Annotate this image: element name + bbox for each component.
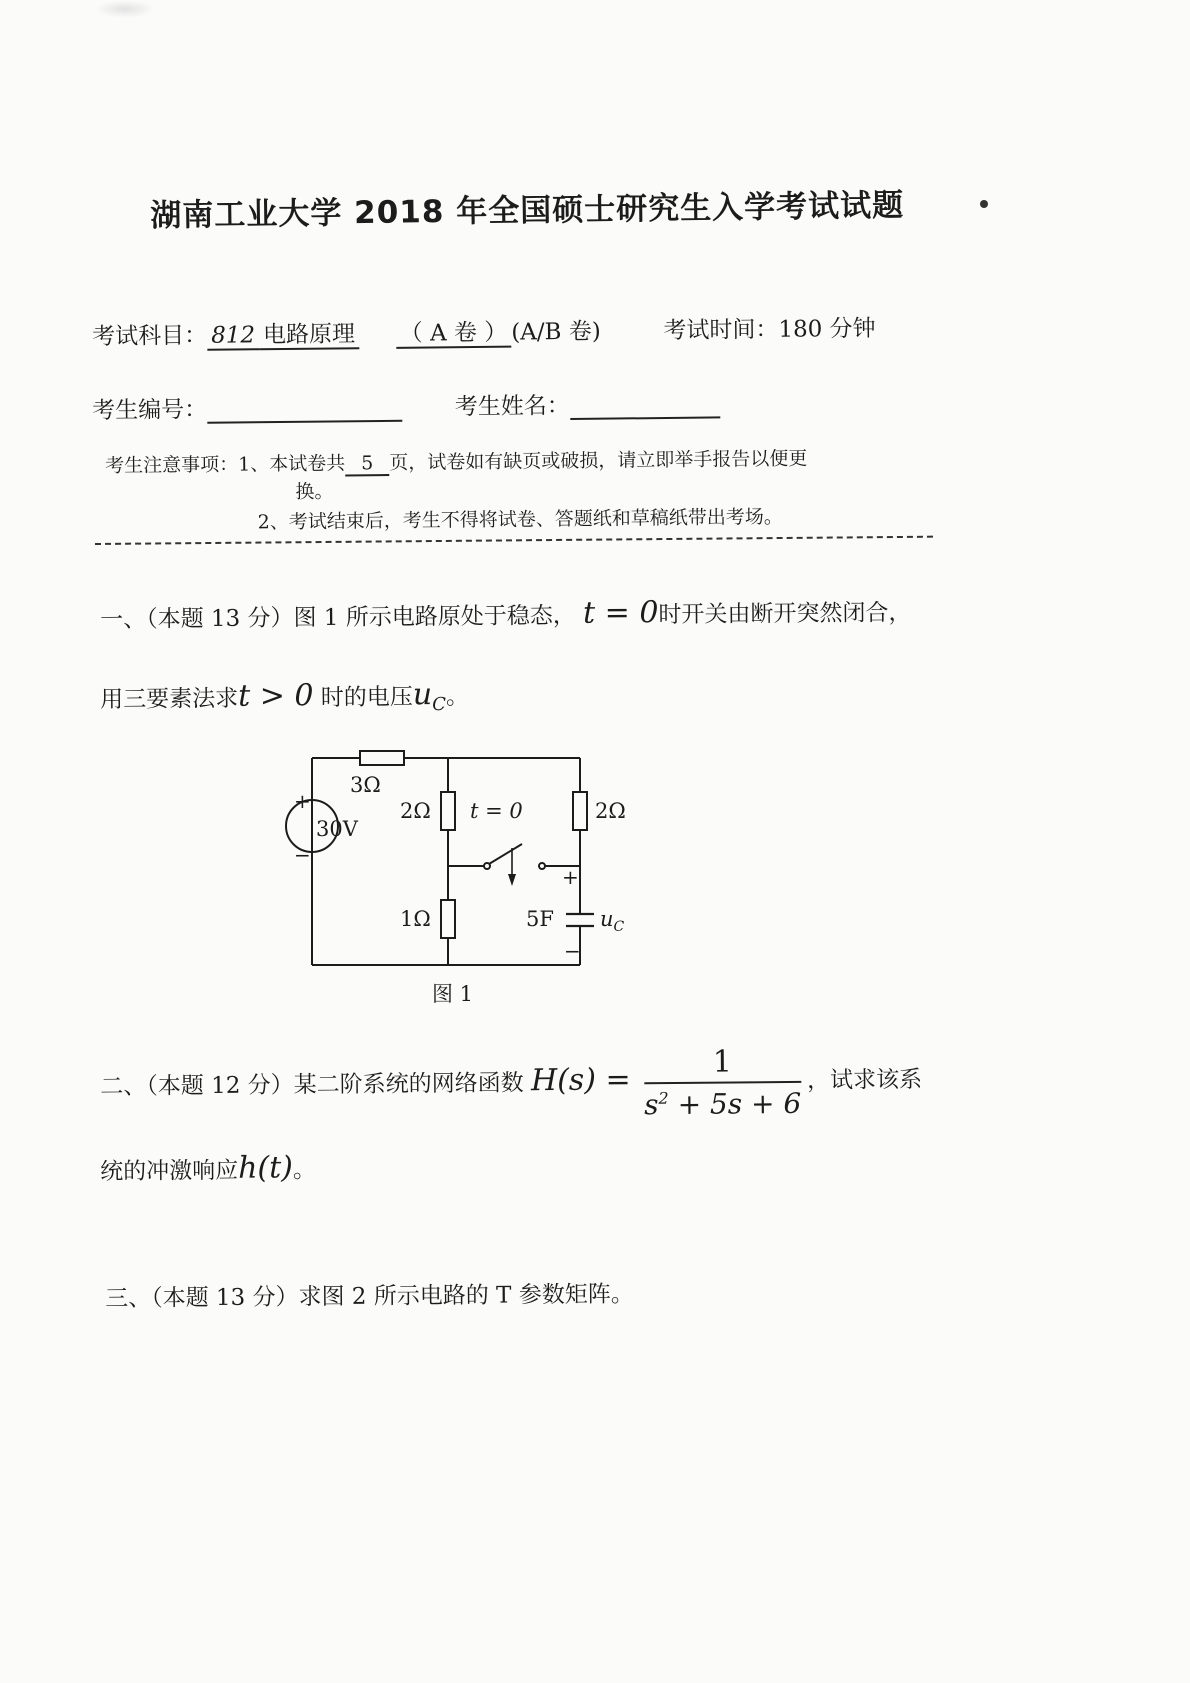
question-2-line-1: 二、（本题 12 分）某二阶系统的网络函数 H(s) = $\frac{1}{s^2 + 5s + 6}$ ，试求该系 — [100, 1044, 923, 1122]
candidate-row — [92, 385, 720, 425]
math-h-of-s: H(s) = — [530, 1062, 631, 1099]
separator-line — [95, 536, 933, 545]
resistor-3ohm — [360, 751, 404, 765]
subject-code: 812 — [207, 322, 259, 351]
candidate-id-label: 考生编号： — [92, 396, 208, 424]
candidate-name-field[interactable] — [570, 392, 720, 420]
figure-1-circuit — [280, 740, 660, 980]
scan-smudge — [980, 200, 988, 208]
fraction-denominator: $s^2 + 5s + 6$ — [644, 1086, 802, 1122]
math-h-of-t: h(t) — [237, 1150, 294, 1186]
transfer-function-fraction — [644, 1044, 802, 1121]
resistor-1ohm — [441, 900, 455, 938]
subject-label: 考试科目： — [92, 322, 208, 350]
candidate-name-label: 考生姓名： — [454, 392, 570, 421]
question-3-number: 三、 — [105, 1285, 152, 1312]
resistor-2ohm-right — [573, 792, 587, 830]
switch-arrowhead — [508, 874, 516, 886]
figure-1-caption: 图 1 — [432, 982, 474, 1006]
math-t-equals-0: t = 0 — [582, 595, 659, 631]
question-1-number: 一、 — [100, 606, 147, 633]
notice-block — [105, 445, 808, 538]
label-r-right: 2Ω — [595, 799, 626, 823]
paper-variant-hint: (A/B 卷) — [511, 318, 601, 346]
switch-blade — [489, 844, 522, 864]
label-cap: 5F — [526, 907, 554, 931]
label-r-mid-lower: 1Ω — [400, 907, 431, 931]
label-source: 30V — [316, 817, 358, 841]
question-1-line-1: 一、（本题 13 分）图 1 所示电路原处于稳态， t = 0时开关由断开突然闭合， — [100, 595, 912, 633]
question-3-score: （本题 13 分） — [151, 1284, 299, 1312]
label-cap-minus: − — [564, 939, 581, 963]
label-r-mid-upper: 2Ω — [400, 799, 431, 823]
question-2-score: （本题 12 分） — [146, 1072, 294, 1100]
notice-item-2: 2、考试结束后，考生不得将试卷、答题纸和草稿纸带出考场。 — [257, 505, 783, 534]
notice-item-1: 考生注意事项：1、本试卷共 5 页，试卷如有缺页或破损，请立即举手报告以便更 — [105, 447, 808, 477]
subject-name: 电路原理 — [259, 321, 359, 350]
scan-smudge — [95, 0, 155, 18]
math-t-greater-0: t > 0 — [237, 678, 314, 714]
label-switch: t = 0 — [470, 799, 523, 823]
label-uc: $u_C$ — [600, 907, 625, 935]
question-3-line-1: 三、（本题 13 分）求图 2 所示电路的 T 参数矩阵。 — [105, 1281, 634, 1312]
candidate-id-field[interactable] — [207, 396, 402, 424]
page-count: 5 — [345, 452, 389, 476]
question-1-line-2: 用三要素法求t > 0 时的电压$u_C$。 — [100, 677, 470, 716]
paper-variant: （ A 卷 ） — [396, 320, 512, 349]
label-source-minus: − — [294, 843, 311, 867]
fraction-numerator: 1 — [644, 1044, 801, 1084]
notice-item-1-wrap: 换。 — [295, 480, 334, 504]
time-label: 考试时间： — [663, 316, 779, 345]
question-2-line-2: 统的冲激响应h(t)。 — [100, 1150, 317, 1186]
question-1-score: （本题 13 分） — [146, 605, 294, 633]
page-title: 湖南工业大学 2018 年全国硕士研究生入学考试试题 — [150, 187, 905, 234]
question-2-number: 二、 — [100, 1073, 147, 1100]
label-source-plus: + — [294, 789, 311, 813]
notice-label: 考生注意事项： — [105, 453, 239, 477]
label-cap-plus: + — [562, 865, 579, 889]
exam-info-row — [92, 310, 876, 351]
resistor-2ohm-middle — [441, 792, 455, 830]
switch-contact — [539, 863, 545, 869]
label-r-top: 3Ω — [350, 773, 381, 797]
time-value: 180 分钟 — [778, 315, 876, 343]
math-uc: $u_C$ — [412, 677, 447, 716]
